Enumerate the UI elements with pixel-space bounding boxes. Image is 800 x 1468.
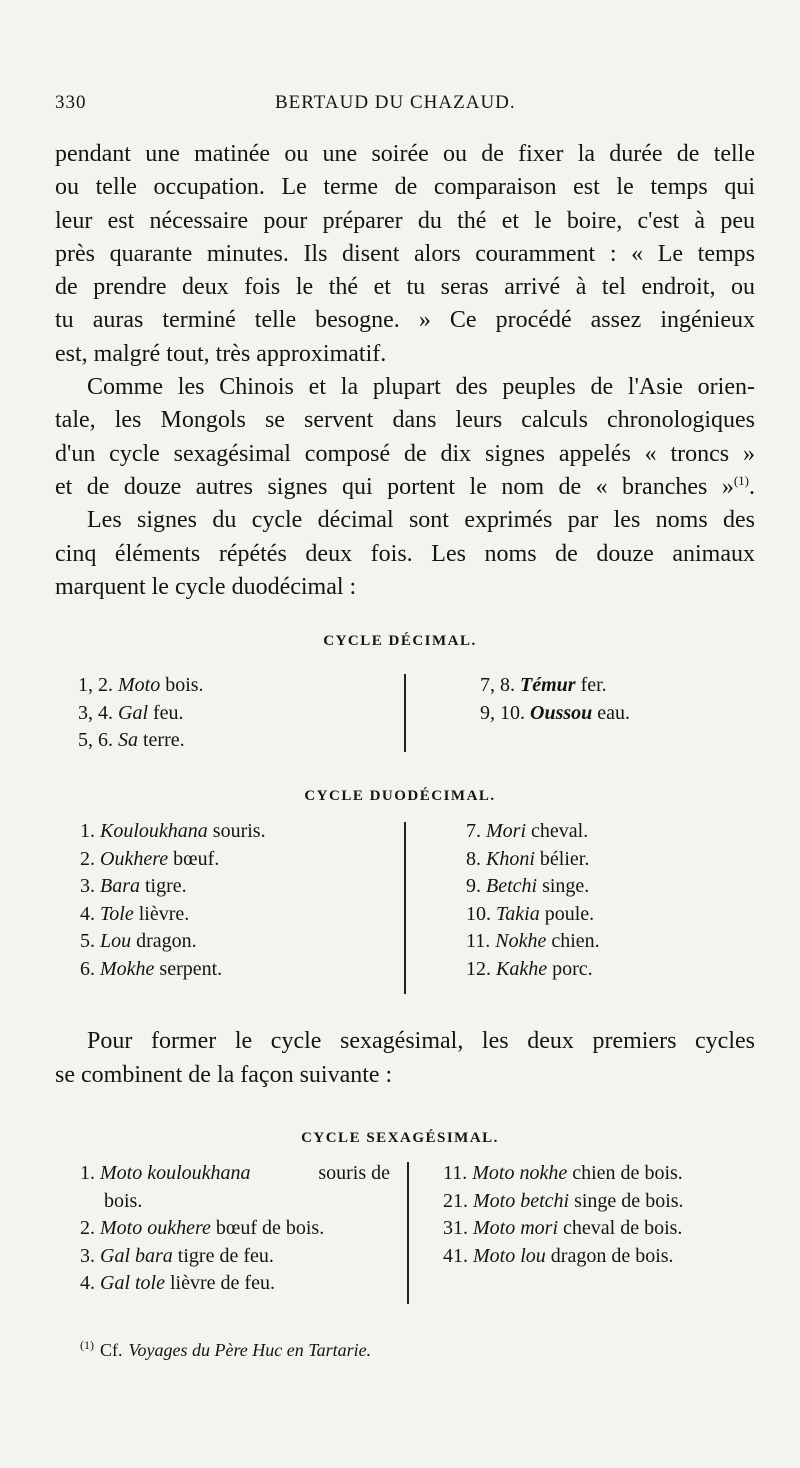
paragraph-2 — [55, 371, 755, 504]
item-term: Témur — [520, 674, 576, 696]
list-item — [466, 846, 600, 874]
text-fragment: et de douze autres signes qui portent le nom de « branches » — [55, 473, 734, 500]
list-item — [80, 928, 266, 956]
column-divider — [407, 1162, 409, 1304]
list-item — [443, 1160, 684, 1188]
cycle-decimal-right-column — [480, 672, 630, 727]
item-meaning: dragon de bois. — [550, 1244, 674, 1267]
item-meaning: tigre. — [145, 875, 187, 897]
column-divider — [404, 822, 406, 994]
list-item — [80, 873, 266, 901]
text-line: marquent le cycle duodécimal : — [55, 573, 357, 600]
item-meaning: fer. — [580, 674, 607, 696]
running-head: BERTAUD DU CHAZAUD. — [275, 92, 516, 113]
footnote-text: Voyages du Père Huc en Tartarie. — [128, 1340, 372, 1360]
item-term: Lou — [100, 930, 132, 952]
item-number: 9, 10. — [480, 701, 525, 724]
list-item — [480, 672, 630, 700]
item-term: Moto kouloukhana — [100, 1162, 251, 1184]
item-term: Moto mori — [473, 1217, 558, 1239]
item-term: Mokhe — [100, 957, 155, 980]
list-item — [80, 956, 266, 984]
item-meaning: tigre de feu. — [177, 1244, 274, 1267]
paragraph-3 — [55, 504, 755, 604]
text-line: se combinent de la façon suivante : — [55, 1061, 393, 1088]
page-number: 330 — [55, 92, 87, 113]
text-line: ou telle occupation. Le terme de comparaison est le temps qui — [55, 174, 755, 201]
item-meaning: bœuf. — [173, 847, 220, 870]
item-number: 1. — [80, 820, 95, 842]
item-term: Takia — [496, 902, 540, 925]
item-term: Oussou — [530, 701, 593, 724]
cycle-duodecimal-title: CYCLE DUODÉCIMAL. — [304, 788, 496, 804]
cycle-sexagesimal-right-column — [443, 1160, 684, 1270]
item-number: 6. — [80, 957, 95, 980]
item-term: Betchi — [486, 875, 538, 897]
item-meaning: dragon. — [136, 930, 197, 952]
list-item — [466, 873, 600, 901]
item-term: Moto betchi — [473, 1189, 570, 1212]
item-number: 4. — [80, 902, 95, 925]
item-term: Oukhere — [100, 847, 169, 870]
text-line: cinq éléments répétés deux fois. Les noms de douze animaux — [55, 540, 755, 567]
list-item — [80, 1215, 390, 1243]
item-number: 4. — [80, 1272, 95, 1294]
item-meaning: lièvre de feu. — [170, 1272, 275, 1294]
item-number: 21. — [443, 1189, 468, 1212]
footnote-reference: (1) — [733, 472, 749, 488]
text-line: d'un cycle sexagésimal composé de dix signes appelés « troncs » — [55, 440, 755, 467]
list-item — [78, 700, 204, 728]
item-number: 2. — [80, 1217, 95, 1239]
item-meaning: lièvre. — [138, 902, 190, 925]
cycle-duodecimal-left-column — [80, 818, 266, 983]
item-term: Gal tole — [100, 1272, 165, 1294]
item-term: Moto nokhe — [472, 1162, 568, 1184]
item-number: 9. — [466, 875, 481, 897]
item-number: 7. — [466, 820, 481, 842]
list-item-continuation: bois. — [104, 1189, 143, 1212]
cycle-sexagesimal-title: CYCLE SEXAGÉSIMAL. — [301, 1130, 499, 1146]
item-meaning: eau. — [597, 701, 631, 724]
text-line: Comme les Chinois et la plupart des peuples de l'Asie orien- — [87, 374, 755, 401]
item-meaning: souris de — [318, 1162, 390, 1184]
item-term: Kouloukhana — [100, 820, 208, 842]
item-meaning: souris. — [212, 820, 266, 842]
item-number: 31. — [443, 1217, 468, 1239]
text-line: leur est nécessaire pour préparer du thé et le boire, c'est à peu — [55, 207, 755, 234]
item-meaning: singe. — [542, 875, 590, 897]
list-item — [78, 727, 204, 755]
cycle-sexagesimal-left-column — [80, 1160, 390, 1298]
text-line: de prendre deux fois le thé et tu seras arrivé à tel endroit, ou — [55, 274, 755, 301]
item-number: 1, 2. — [78, 674, 113, 696]
paragraph-4 — [55, 1025, 755, 1092]
item-number: 11. — [443, 1162, 468, 1184]
cycle-duodecimal-right-column — [466, 818, 600, 983]
item-term: Moto lou — [473, 1244, 546, 1267]
page-header — [55, 92, 755, 122]
list-item — [466, 818, 600, 846]
item-term: Gal — [118, 701, 148, 724]
item-meaning: serpent. — [159, 957, 223, 980]
list-item — [80, 846, 266, 874]
item-number: 5, 6. — [78, 729, 113, 751]
item-number: 2. — [80, 847, 95, 870]
item-term: Khoni — [486, 847, 535, 870]
list-item — [443, 1188, 684, 1216]
item-number: 5. — [80, 930, 95, 952]
item-meaning: terre. — [143, 729, 185, 751]
footnote — [80, 1338, 371, 1361]
list-item — [80, 1270, 390, 1298]
sentence-end: . — [749, 473, 755, 500]
paragraph-1 — [55, 138, 755, 371]
item-term: Nokhe — [495, 930, 547, 952]
text-line: Les signes du cycle décimal sont exprimés par les noms des — [87, 507, 755, 534]
footnote-mark: (1) — [80, 1338, 94, 1352]
item-meaning: cheval de bois. — [563, 1217, 683, 1239]
body-text — [55, 138, 755, 604]
text-line: Pour former le cycle sexagésimal, les deux premiers cycles — [87, 1028, 755, 1054]
item-number: 8. — [466, 847, 481, 870]
item-term: Gal bara — [100, 1244, 173, 1267]
item-meaning: bélier. — [539, 847, 590, 870]
item-number: 12. — [466, 957, 491, 980]
item-term: Sa — [118, 729, 138, 751]
footnote-cf: Cf. — [100, 1340, 123, 1360]
item-term: Moto oukhere — [100, 1217, 211, 1239]
item-meaning: chien de bois. — [572, 1162, 683, 1184]
list-item — [466, 901, 600, 929]
text-line: près quarante minutes. Ils disent alors couramment : « Le temps — [55, 240, 755, 267]
list-item — [78, 672, 204, 700]
list-item — [80, 1160, 390, 1188]
list-item — [443, 1243, 684, 1271]
item-term: Tole — [100, 902, 134, 925]
list-item — [466, 928, 600, 956]
list-item — [80, 818, 266, 846]
list-item — [466, 956, 600, 984]
list-item — [480, 700, 630, 728]
list-item — [80, 901, 266, 929]
item-number: 11. — [466, 930, 491, 952]
item-number: 3. — [80, 1244, 95, 1267]
item-number: 1. — [80, 1162, 95, 1184]
item-number: 41. — [443, 1244, 468, 1267]
column-divider — [404, 674, 406, 752]
item-term: Bara — [100, 875, 140, 897]
item-meaning: feu. — [153, 701, 184, 724]
item-number: 10. — [466, 902, 491, 925]
item-number: 7, 8. — [480, 674, 515, 696]
item-meaning: porc. — [552, 957, 593, 980]
cycle-decimal-left-column — [78, 672, 204, 755]
item-term: Mori — [486, 820, 526, 842]
item-term: Moto — [118, 674, 161, 696]
text-line: tale, les Mongols se servent dans leurs calculs chronologiques — [55, 407, 755, 434]
text-line: pendant une matinée ou une soirée ou de fixer la durée de telle — [55, 141, 755, 167]
item-meaning: poule. — [544, 902, 595, 925]
list-item — [443, 1215, 684, 1243]
cycle-decimal-title: CYCLE DÉCIMAL. — [323, 633, 477, 649]
item-meaning: chien. — [551, 930, 600, 952]
text-line-with-footnote — [55, 471, 755, 504]
item-number: 3, 4. — [78, 701, 113, 724]
item-number: 3. — [80, 875, 95, 897]
text-line: tu auras terminé telle besogne. » Ce procédé assez ingénieux — [55, 307, 755, 334]
item-term: Kakhe — [496, 957, 548, 980]
text-line: est, malgré tout, très approximatif. — [55, 340, 387, 367]
list-item — [80, 1243, 390, 1271]
item-meaning: singe de bois. — [574, 1189, 684, 1212]
item-meaning: cheval. — [531, 820, 589, 842]
item-meaning: bœuf de bois. — [215, 1217, 325, 1239]
item-meaning: bois. — [165, 674, 204, 696]
